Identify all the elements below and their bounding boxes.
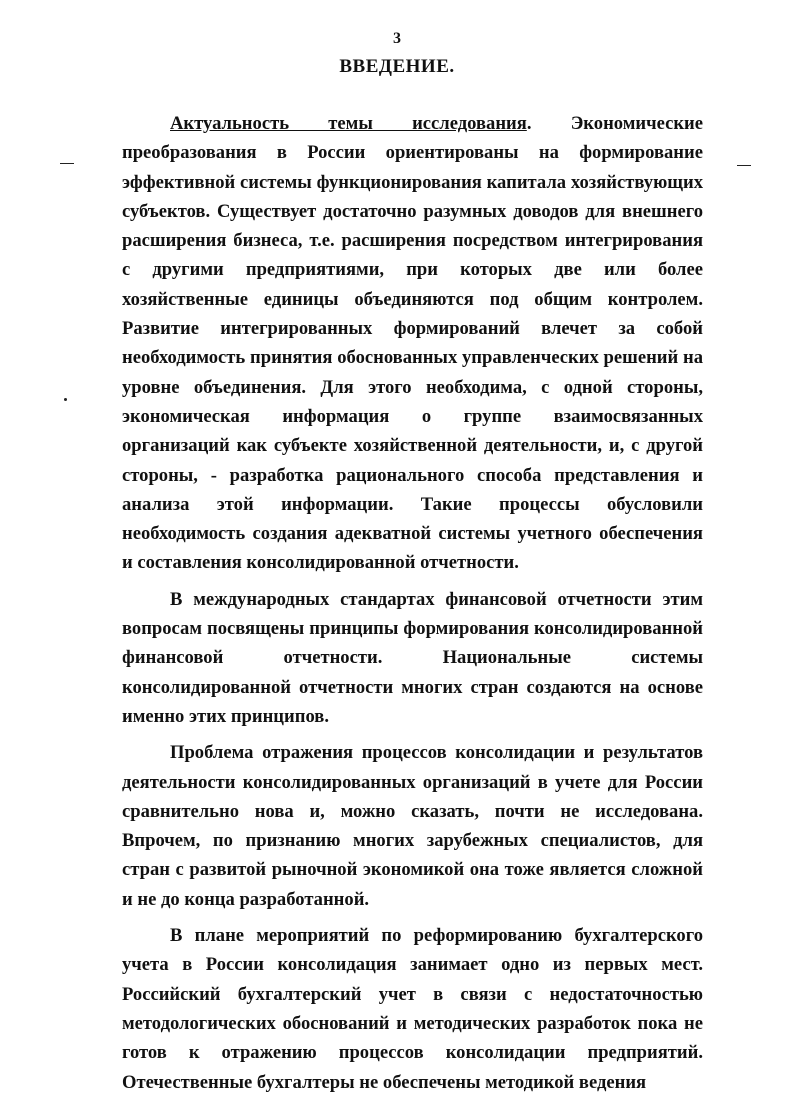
paragraph-2	[122, 585, 703, 731]
document-body	[122, 109, 703, 1104]
paragraph-3	[122, 738, 703, 914]
paragraph-4-text: В плане мероприятий по реформированию бухгалтерского учета в России консолидация занимает одно из первых мест. Российский бухгалтерский учет в связи с недостаточностью методологических обоснований и методических разработок пока не готов к отражению процессов консолидации предприятий. Отечественные бухгалтеры не обеспечены методикой ведения	[122, 925, 703, 1093]
scan-dot-left	[64, 398, 67, 401]
paragraph-1-text: . Экономические преобразования в России ориентированы на формирование эффективной системы функционирования капитала хозяйствующих субъектов. Существует достаточно разумных доводов для внешнего расширения бизнеса, т.е. расширения посредством интегрирования с другими предприятиями, при которых две или более хозяйственные единицы объединяются под общим контролем. Развитие интегрированных формирований влечет за собой необходимость принятия обоснованных управленческих решений на уровне объединения. Для этого необходима, с одной стороны, экономическая информация о группе взаимосвязанных организаций как субъекте хозяйственной деятельности, и, с другой стороны, - разработка рационального способа представления и анализа этой информации. Такие процессы обусловили необходимость создания адекватной системы учетного обеспечения и составления консолидированной отчетности.	[122, 113, 704, 574]
scan-mark-right	[737, 165, 751, 166]
paragraph-1-lead: Актуальность темы исследования	[170, 113, 527, 134]
page-number: 3	[393, 30, 401, 47]
paragraph-4	[122, 921, 703, 1097]
page-title: ВВЕДЕНИЕ.	[339, 56, 455, 77]
paragraph-1	[122, 109, 703, 578]
paragraph-3-text: Проблема отражения процессов консолидации и результатов деятельности консолидированных организаций в учете для России сравнительно нова и, можно сказать, почти не исследована. Впрочем, по признанию многих зарубежных специалистов, для стран с развитой рыночной экономикой она тоже является сложной и не до конца разработанной.	[122, 742, 703, 910]
paragraph-2-text: В международных стандартах финансовой отчетности этим вопросам посвящены принципы формирования консолидированной финансовой отчетности. Национальные системы консолидированной отчетности многих стран создаются на основе именно этих принципов.	[122, 588, 703, 727]
scan-mark-left	[60, 163, 74, 164]
